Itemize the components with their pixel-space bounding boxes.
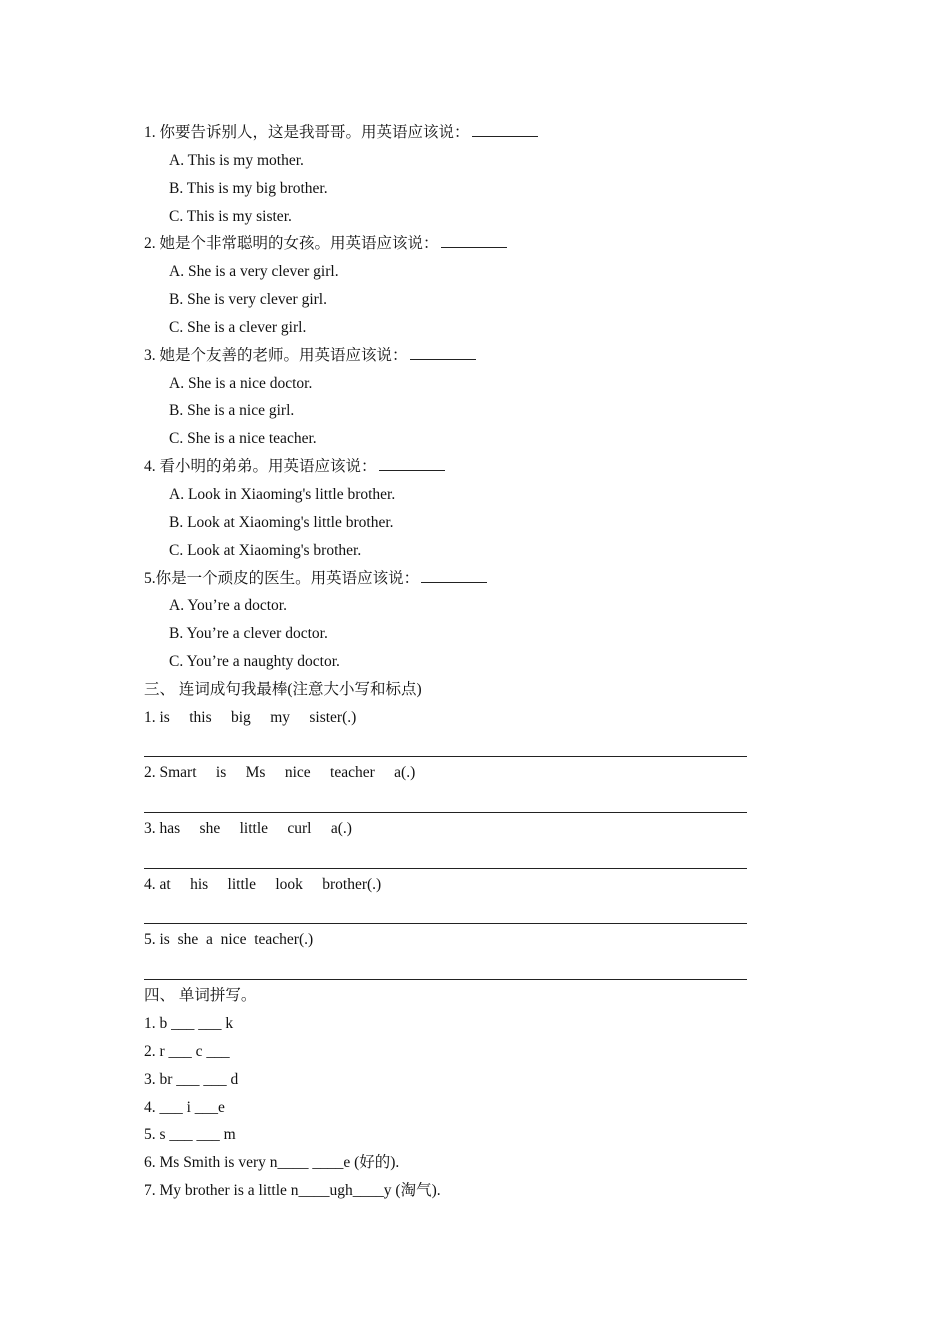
section-heading-4: 四、 单词拼写。: [144, 987, 257, 1005]
spelling-item-7: 7. My brother is a little n____ugh____y (淘气).: [144, 1182, 441, 1200]
spelling-item-2: 2. r ___ c ___: [144, 1042, 230, 1060]
option-a: A. You’re a doctor.: [169, 597, 287, 615]
answer-rule: [144, 756, 747, 757]
answer-line[interactable]: [144, 843, 764, 871]
worksheet-content: [144, 119, 764, 1205]
ordering-item-3: [144, 815, 764, 871]
option-c: C. She is a nice teacher.: [169, 430, 317, 448]
section-heading-3: 三、 连词成句我最棒(注意大小写和标点): [144, 680, 422, 698]
ordering-item-1: [144, 704, 764, 760]
spelling-item-6: 6. Ms Smith is very n____ ____e (好的).: [144, 1154, 400, 1172]
answer-blank[interactable]: [379, 456, 445, 471]
spelling-item-4: 4. ___ i ___e: [144, 1098, 225, 1116]
scrambled-words: 4. at his little look brother(.): [144, 875, 382, 893]
option-b: B. You’re a clever doctor.: [169, 625, 328, 643]
option-c: C. This is my sister.: [169, 207, 292, 225]
question-5: [144, 565, 764, 676]
spelling-item-3: 3. br ___ ___ d: [144, 1070, 239, 1088]
option-c: C. She is a clever girl.: [169, 318, 307, 336]
scrambled-words: 3. has she little curl a(.): [144, 820, 352, 838]
option-a: A. She is a very clever girl.: [169, 263, 339, 281]
scrambled-words: 1. is this big my sister(.): [144, 708, 357, 726]
question-prompt: 1. 你要告诉别人，这是我哥哥。用英语应该说：: [144, 119, 764, 147]
answer-line[interactable]: [144, 899, 764, 927]
ordering-item-4: [144, 871, 764, 927]
question-prompt: 4. 看小明的弟弟。用英语应该说：: [144, 453, 764, 481]
option-a: A. This is my mother.: [169, 151, 304, 169]
question-prompt: 2. 她是个非常聪明的女孩。用英语应该说：: [144, 230, 764, 258]
option-b: B. She is very clever girl.: [169, 291, 327, 309]
option-c: C. Look at Xiaoming's brother.: [169, 541, 362, 559]
answer-line[interactable]: [144, 954, 764, 982]
question-prompt: 5.你是一个顽皮的医生。用英语应该说：: [144, 565, 764, 593]
question-prompt: 3. 她是个友善的老师。用英语应该说：: [144, 342, 764, 370]
option-a: A. She is a nice doctor.: [169, 374, 313, 392]
question-1: [144, 119, 764, 230]
ordering-item-5: [144, 926, 764, 982]
scrambled-words: 5. is she a nice teacher(.): [144, 931, 314, 949]
option-a: A. Look in Xiaoming's little brother.: [169, 485, 396, 503]
option-c: C. You’re a naughty doctor.: [169, 653, 340, 671]
spelling-item-5: 5. s ___ ___ m: [144, 1126, 236, 1144]
spelling-item-1: 1. b ___ ___ k: [144, 1015, 234, 1032]
answer-line[interactable]: [144, 732, 764, 760]
option-b: B. Look at Xiaoming's little brother.: [169, 513, 394, 531]
answer-rule: [144, 812, 747, 813]
answer-blank[interactable]: [441, 233, 507, 248]
question-3: [144, 342, 764, 453]
answer-blank[interactable]: [472, 122, 538, 137]
answer-rule: [144, 923, 747, 924]
question-2: [144, 230, 764, 341]
option-b: B. This is my big brother.: [169, 179, 328, 197]
answer-rule: [144, 979, 747, 980]
question-4: [144, 453, 764, 564]
answer-rule: [144, 868, 747, 869]
scrambled-words: 2. Smart is Ms nice teacher a(.): [144, 764, 416, 782]
answer-blank[interactable]: [410, 345, 476, 360]
ordering-item-2: [144, 759, 764, 815]
answer-line[interactable]: [144, 787, 764, 815]
option-b: B. She is a nice girl.: [169, 402, 295, 420]
answer-blank[interactable]: [421, 568, 487, 583]
